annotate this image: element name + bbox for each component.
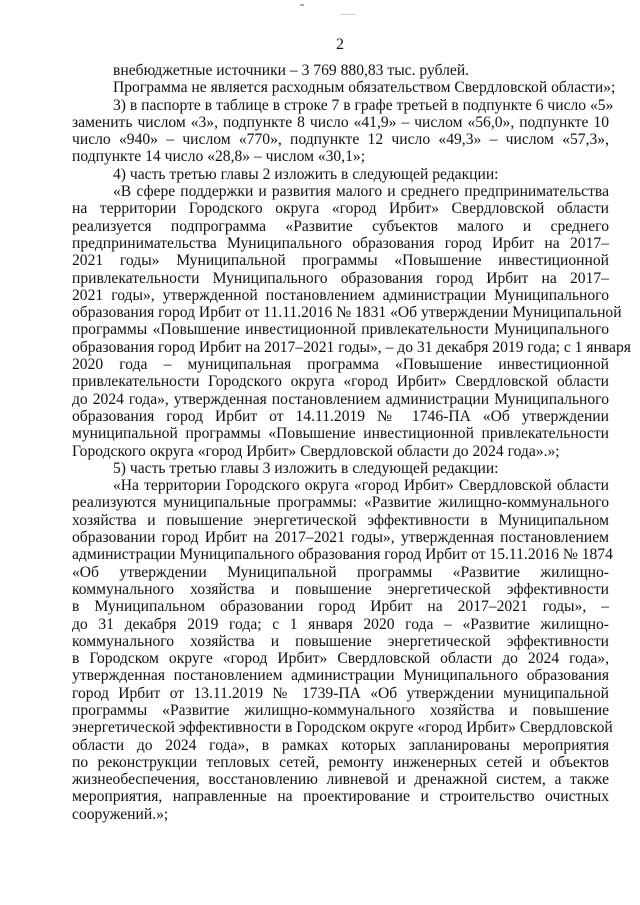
- text-line: в Городском округе «город Ирбит» Свердловской области до 2024 года»,: [72, 650, 609, 668]
- text-line: мероприятия, направленные на проектирование и строительство очистных: [72, 788, 609, 806]
- paragraph: [72, 460, 609, 477]
- text-line: привлекательности Городского округа «город Ирбит» Свердловской области: [72, 373, 609, 391]
- text-line: 4) часть третью главы 2 изложить в следующей редакции:: [113, 165, 499, 183]
- text-line: программы «Повышение инвестиционной привлекательности Муниципального: [72, 321, 609, 339]
- text-line: образования город Ирбит от 11.11.2016 № 1831 «Об утверждении Муниципальной: [72, 304, 622, 322]
- text-line: Городского округа «город Ирбит» Свердловской области до 2024 года».»;: [72, 442, 560, 460]
- text-line: 3) в паспорте в таблице в строке 7 в графе третьей в подпункте 6 число «5»: [113, 96, 614, 114]
- scan-artifact: [300, 4, 304, 6]
- text-line: по реконструкции тепловых сетей, ремонту инженерных сетей и объектов: [72, 753, 609, 771]
- page-number: 2: [336, 36, 344, 53]
- paragraph: [72, 166, 609, 183]
- paragraph: [72, 62, 609, 79]
- text-line: утвержденная постановлением администрации Муниципального образования: [72, 667, 609, 685]
- text-line: 2021 годы», утвержденной постановлением администрации Муниципального: [72, 286, 609, 304]
- text-line: жизнеобеспечения, восстановлению ливневой и дренажной систем, а также: [72, 771, 609, 789]
- text-line: привлекательности Муниципального образования город Ирбит на 2017–: [72, 269, 609, 287]
- text-line: внебюджетные источники – 3 769 880,83 тыс. рублей.: [113, 62, 470, 79]
- text-line: образовании город Ирбит на 2017–2021 годы», утвержденная постановлением: [72, 529, 609, 547]
- text-line: 5) часть третью главы 3 изложить в следующей редакции:: [113, 459, 499, 477]
- text-line: подпункте 14 число «28,8» – числом «30,1»;: [72, 148, 366, 166]
- text-line: реализуются муниципальные программы: «Развитие жилищно-коммунального: [72, 494, 609, 512]
- text-line: 2021 годы» Муниципальной программы «Повышение инвестиционной: [72, 252, 609, 270]
- text-line: коммунального хозяйства и повышение энергетической эффективности: [72, 580, 609, 598]
- document-body: [72, 62, 631, 823]
- text-line: муниципальной программы «Повышение инвестиционной привлекательности: [72, 425, 609, 443]
- text-line: области до 2024 года», в рамках которых запланированы мероприятия: [72, 736, 609, 754]
- text-line: сооружений.»;: [72, 805, 169, 823]
- text-line: число «940» – числом «770», подпункте 12 число «49,3» – числом «57,3»,: [72, 131, 609, 149]
- paragraph: [72, 477, 613, 823]
- paragraph: [72, 79, 616, 97]
- text-line: до 2024 года», утвержденная постановлением администрации Муниципального: [72, 390, 609, 408]
- text-line: программы «Развитие жилищно-коммунального хозяйства и повышение: [72, 701, 609, 719]
- text-line: город Ирбит от 13.11.2019 № 1739-ПА «Об утверждении муниципальной: [72, 684, 609, 702]
- text-line: «Об утверждении Муниципальной программы «Развитие жилищно-: [72, 563, 609, 581]
- text-line: образования город Ирбит на 2017–2021 годы», – до 31 декабря 2019 года; с 1 января: [72, 338, 631, 356]
- text-line: до 31 декабря 2019 года; с 1 января 2020 года – «Развитие жилищно-: [72, 615, 609, 633]
- text-line: энергетической эффективности в Городском округе «город Ирбит» Свердловской: [72, 719, 613, 737]
- text-line: в Муниципальном образовании город Ирбит на 2017–2021 годы», –: [72, 598, 609, 616]
- text-line: «На территории Городского округа «город Ирбит» Свердловской области: [113, 477, 609, 495]
- text-line: реализуется подпрограмма «Развитие субъектов малого и среднего: [72, 217, 609, 235]
- text-line: администрации Муниципального образования город Ирбит от 15.11.2016 № 1874: [72, 546, 613, 564]
- text-line: Программа не является расходным обязательством Свердловской области»;: [113, 79, 616, 97]
- text-line: коммунального хозяйства и повышение энергетической эффективности: [72, 632, 609, 650]
- scan-artifact: [340, 14, 356, 15]
- text-line: предпринимательства Муниципального образования город Ирбит на 2017–: [72, 234, 609, 252]
- text-line: хозяйства и повышение энергетической эффективности в Муниципальном: [72, 511, 609, 529]
- paragraph: [72, 183, 631, 460]
- text-line: 2020 года – муниципальная программа «Повышение инвестиционной: [72, 356, 609, 374]
- text-line: образования город Ирбит от 14.11.2019 № 1746-ПА «Об утверждении: [72, 407, 609, 425]
- text-line: «В сфере поддержки и развития малого и среднего предпринимательства: [113, 183, 609, 201]
- text-line: заменить числом «3», подпункте 8 число «41,9» – числом «56,0», подпункте 10: [72, 113, 609, 131]
- text-line: на территории Городского округа «город Ирбит» Свердловской области: [72, 200, 609, 218]
- paragraph: [72, 96, 614, 166]
